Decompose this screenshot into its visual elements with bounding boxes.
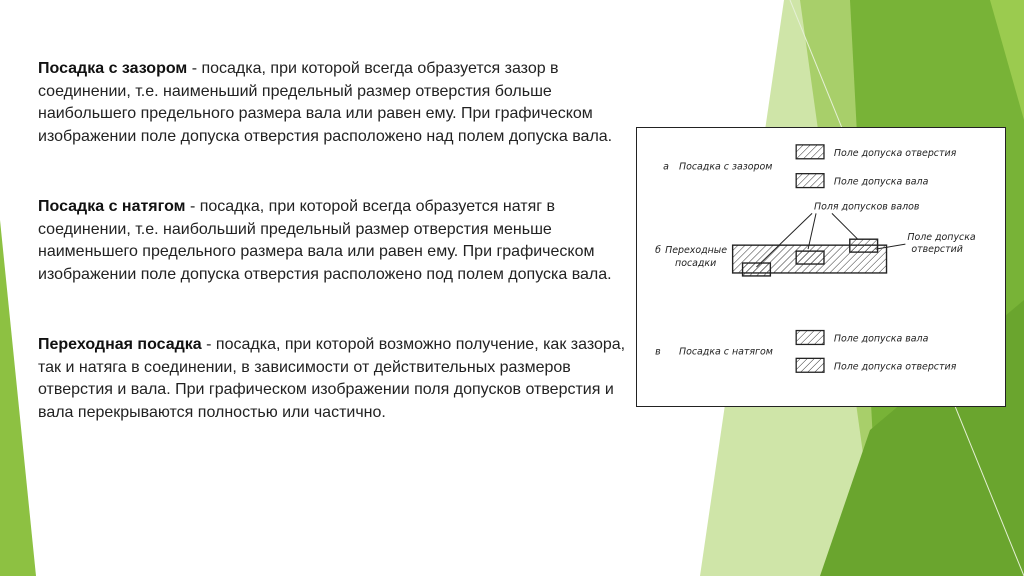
leader-line-shaft-2	[808, 213, 816, 249]
definition-transition-fit: - посадка, при которой возможно получение, как зазора, так и натяга в соединении, в зависимости от действительных размеров отверстия и вала. При графическом изображении поля допусков отверстия и вала перекрываются полностью или частично.	[38, 336, 626, 421]
leader-line-shaft-3	[832, 213, 858, 239]
label-transition-fits-line2: посадки	[675, 258, 717, 270]
callout-hole-field-line2: отверстий	[911, 244, 963, 256]
paragraph-interference-fit	[38, 196, 638, 286]
shaft-tolerance-box-b3	[850, 239, 878, 252]
shaft-tolerance-box-c	[796, 331, 824, 345]
paragraph-clearance-fit	[38, 58, 638, 148]
legend-hole-a: Поле допуска отверстия	[833, 147, 957, 159]
definition-clearance-fit: - посадка, при которой всегда образуется зазор в соединении, т.е. наименьший предельный размер отверстия больше наибольшего предельного размера вала или равен ему. При графическом изображении поле допуска отверстия расположено над полем допуска вала.	[38, 60, 613, 145]
hole-tolerance-box-a	[796, 145, 824, 159]
shaft-tolerance-box-b2	[796, 251, 824, 264]
legend-shaft-c: Поле допуска вала	[833, 333, 929, 345]
term-clearance-fit: Посадка с зазором	[38, 60, 188, 77]
legend-hole-c: Поле допуска отверстия	[833, 361, 957, 373]
paragraph-transition-fit	[38, 334, 638, 424]
label-letter-c: в	[655, 346, 661, 358]
label-clearance-fit: Посадка с зазором	[679, 161, 773, 173]
fits-diagram-drawing	[637, 128, 1005, 406]
legend-shaft-a: Поле допуска вала	[833, 176, 929, 188]
fits-diagram	[636, 127, 1006, 407]
label-letter-a: а	[663, 161, 669, 173]
shaft-tolerance-box-b1	[743, 263, 771, 276]
term-interference-fit: Посадка с натягом	[38, 198, 186, 215]
label-transition-fits-line1: Переходные	[665, 245, 728, 257]
hole-tolerance-box-c	[796, 358, 824, 372]
left-green-shape	[0, 220, 36, 576]
label-interference-fit: Посадка с натягом	[679, 346, 773, 358]
term-transition-fit: Переходная посадка	[38, 336, 202, 353]
shaft-tolerance-box-a	[796, 174, 824, 188]
callout-shaft-fields: Поля допусков валов	[814, 201, 920, 213]
callout-hole-field-line1: Поле допуска	[907, 232, 976, 244]
definition-interference-fit: - посадка, при которой всегда образуется натяг в соединении, т.е. наибольший предельный размер отверстия меньше наименьшего предельного размера вала или равен ему. При графическом изображении поле допуска отверстия расположено под полем допуска вала.	[38, 198, 612, 283]
label-letter-b: б	[655, 245, 662, 257]
